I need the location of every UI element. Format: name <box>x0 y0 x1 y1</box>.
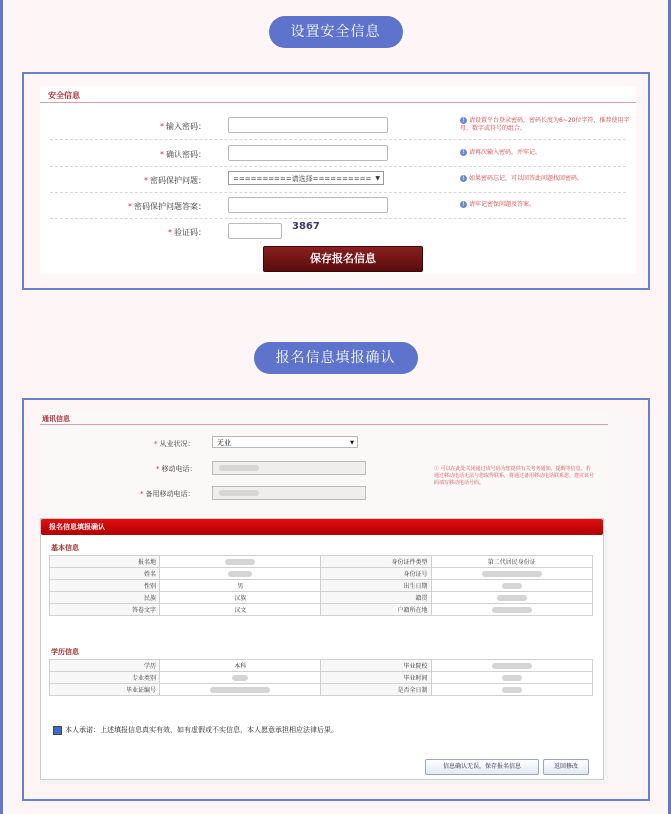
password-input[interactable] <box>228 117 388 133</box>
section-pill-security: 设置安全信息 <box>269 16 403 48</box>
back-modify-button[interactable]: 返回修改 <box>543 759 589 775</box>
redacted-value <box>497 595 527 601</box>
mobile-input[interactable] <box>212 461 366 475</box>
redacted-value <box>502 675 522 681</box>
contact-hint: ⓘ 可以在此处关闭通过该号码为您提供有关考务通知、提醒等信息，若通过移动电话无法与您取得联系，将通过备用移动电话联系您，建议该号码填写移动电话号码。 <box>434 466 595 486</box>
title-underline <box>40 102 636 103</box>
info-icon: ! <box>460 175 467 182</box>
info-icon: ⓘ <box>434 466 440 472</box>
education-info-table <box>49 659 593 696</box>
confirm-dialog <box>40 518 604 780</box>
employment-label: * 从业状况： <box>154 440 195 448</box>
password-hint: ! 请设置平台登录密码，密码长度为6~20位字符，推荐使用字母、数字或符号的组合。 <box>460 117 630 132</box>
security-answer-hint: ! 请牢记密保问题及答案。 <box>460 201 630 209</box>
confirm-panel <box>22 398 650 801</box>
left-border <box>0 0 3 814</box>
password-label: * 输入密码： <box>160 122 206 131</box>
captcha-input[interactable] <box>228 223 282 239</box>
captcha-image[interactable]: 3867 <box>292 221 320 232</box>
confirm-save-button[interactable]: 信息确认无误，保存报名信息 <box>425 759 539 775</box>
redacted-value <box>502 687 522 693</box>
info-icon: ! <box>460 117 467 124</box>
redacted-value <box>225 559 255 565</box>
security-answer-input[interactable] <box>228 197 388 213</box>
redacted-value <box>210 687 270 693</box>
pledge-checkbox-row[interactable]: 本人承诺：上述填报信息真实有效，如有虚假或不实信息，本人愿意承担相应法律后果。 <box>53 725 338 735</box>
section-pill-confirm: 报名信息填报确认 <box>254 342 418 374</box>
title-underline <box>40 424 614 425</box>
confirm-password-hint: ! 请再次输入密码，并牢记。 <box>460 149 630 157</box>
security-question-row <box>40 168 636 192</box>
password-row <box>40 114 636 138</box>
security-info-title: 安全信息 <box>48 91 80 100</box>
redacted-value <box>228 571 252 577</box>
dialog-header: 报名信息填报确认 <box>41 519 603 535</box>
redacted-value <box>492 663 532 669</box>
confirm-password-input[interactable] <box>228 145 388 161</box>
redacted-value <box>482 571 542 577</box>
redacted-value <box>502 583 522 589</box>
education-info-title: 学历信息 <box>51 648 79 656</box>
security-panel <box>22 72 650 290</box>
confirm-password-label: * 确认密码： <box>160 150 206 159</box>
redacted-value <box>219 465 259 471</box>
backup-mobile-input[interactable] <box>212 486 366 500</box>
redacted-value <box>232 675 248 681</box>
info-icon: ! <box>460 201 467 208</box>
captcha-row <box>40 220 636 244</box>
contact-info-title: 通讯信息 <box>42 415 70 423</box>
table-row: 性别 男 出生日期 <box>50 580 593 592</box>
page-margin <box>608 410 634 784</box>
backup-mobile-label: * 备用移动电话： <box>140 490 195 498</box>
basic-info-table <box>49 555 593 616</box>
confirm-password-row <box>40 142 636 166</box>
confirm-screenshot <box>40 410 634 784</box>
employment-select[interactable]: 无业 ▼ <box>212 436 358 448</box>
captcha-label: * 验证码： <box>168 228 206 237</box>
chevron-down-icon: ▼ <box>350 440 354 446</box>
checkbox-icon[interactable] <box>53 726 62 735</box>
basic-info-title: 基本信息 <box>51 544 79 552</box>
save-registration-button[interactable]: 保存报名信息 <box>263 246 423 272</box>
security-answer-label: * 密码保护问题答案： <box>128 202 206 211</box>
security-question-label: * 密码保护问题： <box>144 176 206 185</box>
redacted-value <box>492 607 532 613</box>
redacted-value <box>219 490 259 496</box>
table-row: 专业类别 毕业时间 <box>50 672 593 684</box>
table-row: 学历 本科 毕业院校 <box>50 660 593 672</box>
chevron-down-icon: ▼ <box>375 175 380 182</box>
table-row: 民族 汉族 籍贯 <box>50 592 593 604</box>
info-icon: ! <box>460 149 467 156</box>
security-question-select[interactable]: ==========请选择========== ▼ <box>228 171 384 185</box>
table-row: 答卷文字 汉文 户籍所在地 <box>50 604 593 616</box>
table-row: 报名地 身份证件类型 第二代居民身份证 <box>50 556 593 568</box>
security-answer-row <box>40 194 636 218</box>
security-form <box>40 86 636 274</box>
table-row: 毕业证编号 是否全日制 <box>50 684 593 696</box>
table-row: 姓名 身份证号 <box>50 568 593 580</box>
mobile-label: * 移动电话： <box>156 465 197 473</box>
divider <box>50 139 626 141</box>
security-question-hint: ! 如果密码忘记，可以回答此问题找回密码。 <box>460 175 630 183</box>
